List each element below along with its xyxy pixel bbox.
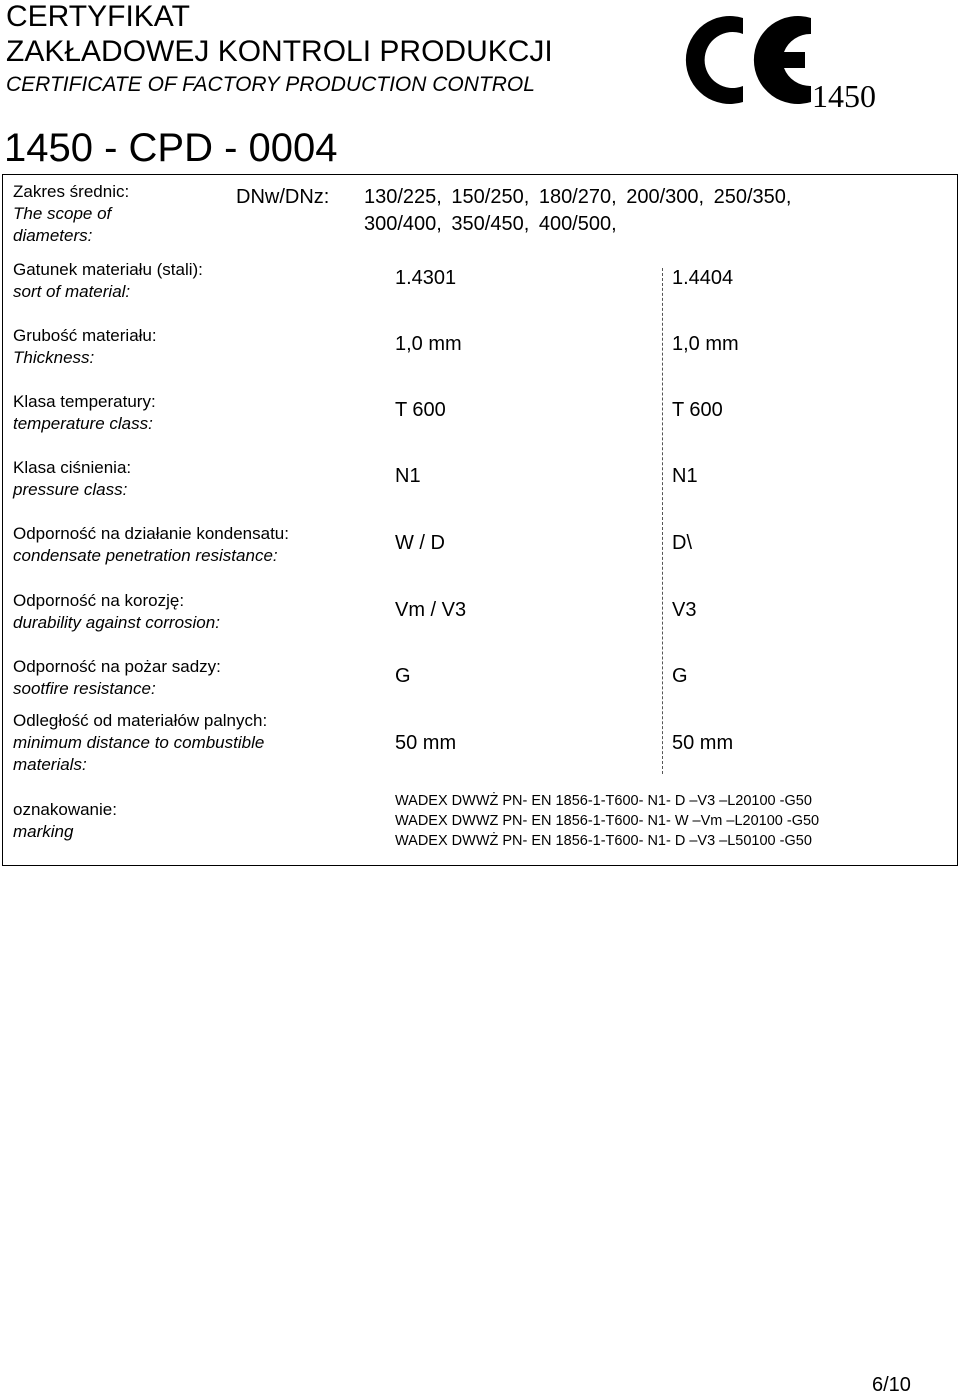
row-label-pl: Grubość materiału: <box>13 326 157 345</box>
row-label-en: minimum distance to combustible <box>13 733 265 752</box>
row-label-pressure <box>13 457 131 501</box>
distance-value-col2: 50 mm <box>672 732 734 754</box>
row-label-material <box>13 259 203 303</box>
row-label-pl: Odporność na pożar sadzy: <box>13 657 221 676</box>
row-label-corrosion <box>13 590 220 634</box>
thickness-value-col2: 1,0 mm <box>672 333 739 355</box>
scope-prefix: DNw/DNz: <box>236 186 330 208</box>
certificate-number: 1450 - CPD - 0004 <box>4 126 338 170</box>
row-label-en: marking <box>13 822 74 841</box>
condensate-value-col1: W / D <box>395 532 445 554</box>
scope-diameters-line1: 130/225, 150/250, 180/270, 200/300, 250/350, <box>364 186 792 208</box>
condensate-value-col2: D\ <box>672 532 692 554</box>
row-label-en: durability against corrosion: <box>13 613 220 632</box>
row-label-en: pressure class: <box>13 480 128 499</box>
scope-diameters-line2: 300/400, 350/450, 400/500, <box>364 213 617 235</box>
distance-value-col1: 50 mm <box>395 732 457 754</box>
page-number: 6/10 <box>872 1374 911 1396</box>
marking-line-1: WADEX DWWŻ PN- EN 1856-1-T600- N1- D –V3 –L20100 -G50 <box>395 793 812 809</box>
row-label-en: sootfire resistance: <box>13 679 156 698</box>
row-label-sootfire <box>13 656 221 700</box>
marking-line-2: WADEX DWWZ PN- EN 1856-1-T600- N1- W –Vm –L20100 -G50 <box>395 813 820 829</box>
row-label-en-2: materials: <box>13 755 87 774</box>
row-label-en: condensate penetration resistance: <box>13 546 278 565</box>
ce-mark-icon <box>683 10 833 110</box>
title-certyfikat: CERTYFIKAT <box>6 0 190 33</box>
notified-body-number: 1450 <box>812 78 876 114</box>
row-label-en: temperature class: <box>13 414 153 433</box>
material-value-col1: 1.4301 <box>395 267 457 289</box>
row-label-pl: oznakowanie: <box>13 800 117 819</box>
corrosion-value-col2: V3 <box>672 599 697 621</box>
row-label-pl: Odporność na korozję: <box>13 591 185 610</box>
sootfire-value-col1: G <box>395 665 411 687</box>
temperature-value-col1: T 600 <box>395 399 446 421</box>
corrosion-value-col1: Vm / V3 <box>395 599 467 621</box>
marking-line-3: WADEX DWWŻ PN- EN 1856-1-T600- N1- D –V3 –L50100 -G50 <box>395 833 812 849</box>
title-english: CERTIFICATE OF FACTORY PRODUCTION CONTROL <box>6 73 535 96</box>
row-label-en: sort of material: <box>13 282 131 301</box>
row-label-temperature <box>13 391 156 435</box>
row-label-pl: Klasa ciśnienia: <box>13 458 132 477</box>
row-label-condensate <box>13 523 289 567</box>
thickness-value-col1: 1,0 mm <box>395 333 462 355</box>
row-label-pl: Odległość od materiałów palnych: <box>13 711 268 730</box>
row-label-marking <box>13 799 117 843</box>
sootfire-value-col2: G <box>672 665 688 687</box>
material-value-col2: 1.4404 <box>672 267 734 289</box>
scope-label <box>13 181 129 247</box>
column-separator <box>662 268 663 774</box>
row-label-en: Thickness: <box>13 348 95 367</box>
row-label-pl: Odporność na działanie kondensatu: <box>13 524 289 543</box>
row-label-pl: Klasa temperatury: <box>13 392 156 411</box>
temperature-value-col2: T 600 <box>672 399 723 421</box>
pressure-value-col2: N1 <box>672 465 698 487</box>
row-label-pl: Gatunek materiału (stali): <box>13 260 203 279</box>
row-label-distance <box>13 710 267 776</box>
pressure-value-col1: N1 <box>395 465 421 487</box>
scope-label-en-1: The scope of <box>13 204 112 223</box>
row-label-thickness <box>13 325 157 369</box>
scope-label-en-2: diameters: <box>13 226 93 245</box>
title-zakladowej-kontroli: ZAKŁADOWEJ KONTROLI PRODUKCJI <box>6 35 553 68</box>
scope-label-pl: Zakres średnic: <box>13 182 130 201</box>
